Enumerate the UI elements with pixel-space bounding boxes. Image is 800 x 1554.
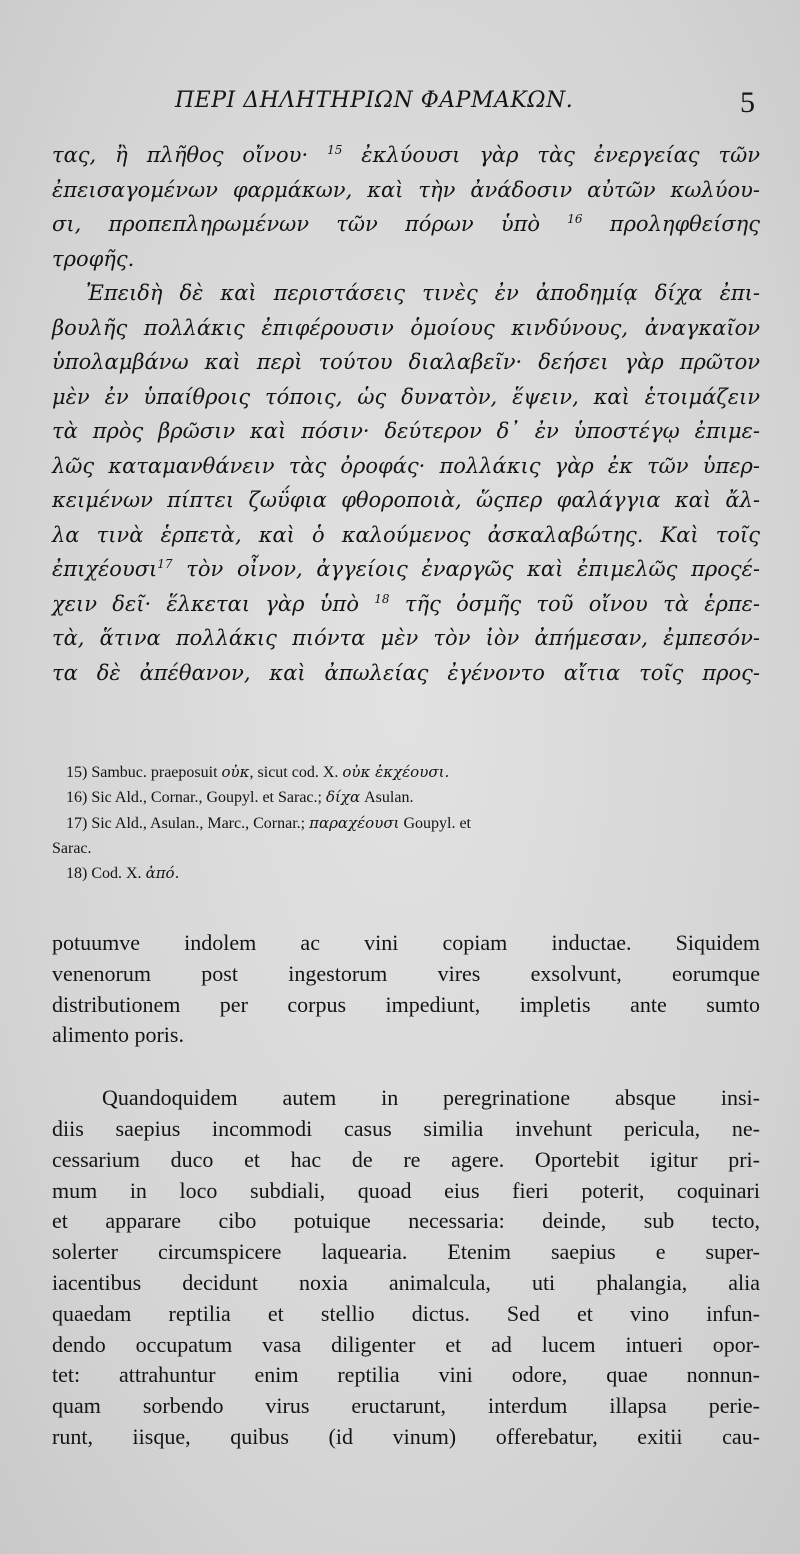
footnotes (52, 760, 764, 886)
greek-line: ἐπιχέουσι$^{17}$ τὸν οἶνον, ἀγγείοις ἐναργῶς καὶ ἐπιμελῶς προςέ- (52, 557, 760, 581)
greek-line: ἐπεισαγομένων φαρμάκων, καὶ τὴν ἀνάδοσιν αὐτῶν κωλύου- (52, 177, 760, 202)
latin-line: iacentibus decidunt noxia animalcula, uti phalangia, alia (52, 1269, 760, 1295)
greek-line: τὰ πρὸς βρῶσιν καὶ πόσιν· δεύτερον δ᾽ ἐν ὑποστέγῳ ἐπιμε- (52, 419, 760, 443)
latin-line: diis saepius incommodi casus similia invehunt pericula, ne- (52, 1115, 760, 1141)
footnote-15: 15) Sambuc. praeposuit οὐκ, sicut cod. X. οὐκ ἐκχέουσι. (66, 763, 450, 781)
footnote-ref: 17 (157, 557, 173, 571)
footnote-ref: 15 (327, 143, 343, 157)
latin-line: mum in loco subdiali, quoad eius fieri poterit, coquinari (52, 1177, 760, 1203)
greek-line: χειν δεῖ· ἕλκεται γὰρ ὑπὸ $^{18}$ τῆς ὀσμῆς τοῦ οἴνου τὰ ἑρπε- (52, 591, 761, 616)
footnote-16: 16) Sic Ald., Cornar., Goupyl. et Sarac.; δίχα Asulan. (66, 788, 414, 807)
greek-line: βουλῆς πολλάκις ἐπιφέρουσιν ὁμοίους κινδύνους, ἀναγκαῖον (52, 315, 760, 340)
latin-line: cessarium duco et hac de re agere. Oportebit igitur pri- (52, 1146, 760, 1172)
latin-line: tet: attrahuntur enim reptilia vini odore, quae nonnun- (52, 1362, 760, 1388)
latin-line: distributionem per corpus impediunt, impletis ante sumto (52, 991, 760, 1017)
greek-line: κειμένων πίπτει ζωΰφια φθοροποιὰ, ὥςπερ φαλάγγια καὶ ἄλ- (52, 488, 760, 512)
page-number: 5 (740, 86, 755, 119)
latin-line: alimento poris. (52, 1022, 184, 1048)
greek-line: τας, ἢ πλῆθος οἴνου· $^{15}$ ἐκλύουσι γὰρ τὰς ἐνεργείας τῶν (52, 143, 760, 167)
greek-line: ὑπολαμβάνω καὶ περὶ τούτου διαλαβεῖν· δεήσει γὰρ πρῶτον (52, 350, 760, 374)
greek-line: σι, προπεπληρωμένων τῶν πόρων ὑπὸ $^{16}$ προληφθείσης (52, 212, 760, 236)
greek-line: τα δὲ ἀπέθανον, καὶ ἀπωλείας ἐγένοντο αἴτια τοῖς προς- (52, 660, 760, 685)
latin-line: venenorum post ingestorum vires exsolvunt, eorumque (52, 960, 760, 986)
footnote-17-continued: Sarac. (52, 839, 92, 857)
latin-line: et apparare cibo potuique necessaria: deinde, sub tecto, (52, 1208, 760, 1234)
latin-line: dendo occupatum vasa diligenter et ad lucem intueri opor- (52, 1331, 760, 1357)
latin-line: runt, iisque, quibus (id vinum) offerebatur, exitii cau- (52, 1423, 760, 1449)
paragraph-gap (52, 1051, 760, 1083)
footnote-ref: 16 (567, 212, 583, 226)
greek-line: Ἐπειδὴ δὲ καὶ περιστάσεις τινὲς ἐν ἀποδημίᾳ δίχα ἐπι- (86, 281, 760, 305)
greek-line: τὰ, ἅτινα πολλάκις πιόντα μὲν τὸν ἰὸν ἀπήμεσαν, ἐμπεσόν- (52, 626, 760, 650)
footnote-17: 17) Sic Ald., Asulan., Marc., Cornar.; παραχέουσι Goupyl. et (66, 813, 471, 832)
latin-line: quam sorbendo virus eructarunt, interdum illapsa perie- (52, 1393, 760, 1419)
latin-line: quaedam reptilia et stellio dictus. Sed et vino infun- (52, 1300, 760, 1326)
latin-line: solerter circumspicere laquearia. Etenim saepius e super- (52, 1239, 760, 1265)
greek-line: λα τινὰ ἑρπετὰ, καὶ ὁ καλούμενος ἀσκαλαβώτης. Καὶ τοῖς (52, 522, 760, 547)
running-head: ΠΕΡΙ ΔΗΛΗΤΗΡΙΩΝ ΦΑΡΜΑΚΩΝ. (175, 88, 574, 113)
footnote-18: 18) Cod. X. ἀπό. (66, 864, 180, 883)
greek-line: μὲν ἐν ὑπαίθροις τόποις, ὡς δυνατὸν, ἕψειν, καὶ ἑτοιμάζειν (52, 384, 760, 409)
latin-line: potuumve indolem ac vini copiam inductae. Siquidem (52, 930, 760, 955)
greek-line: τροφῆς. (52, 246, 135, 271)
greek-text (52, 138, 760, 690)
footnote-ref: 18 (374, 591, 390, 606)
latin-line: Quandoquidem autem in peregrinatione absque insi- (102, 1085, 760, 1111)
greek-line: λῶς καταμανθάνειν τὰς ὀροφάς· πολλάκις γὰρ ἐκ τῶν ὑπερ- (52, 453, 760, 478)
latin-translation (52, 928, 760, 1453)
